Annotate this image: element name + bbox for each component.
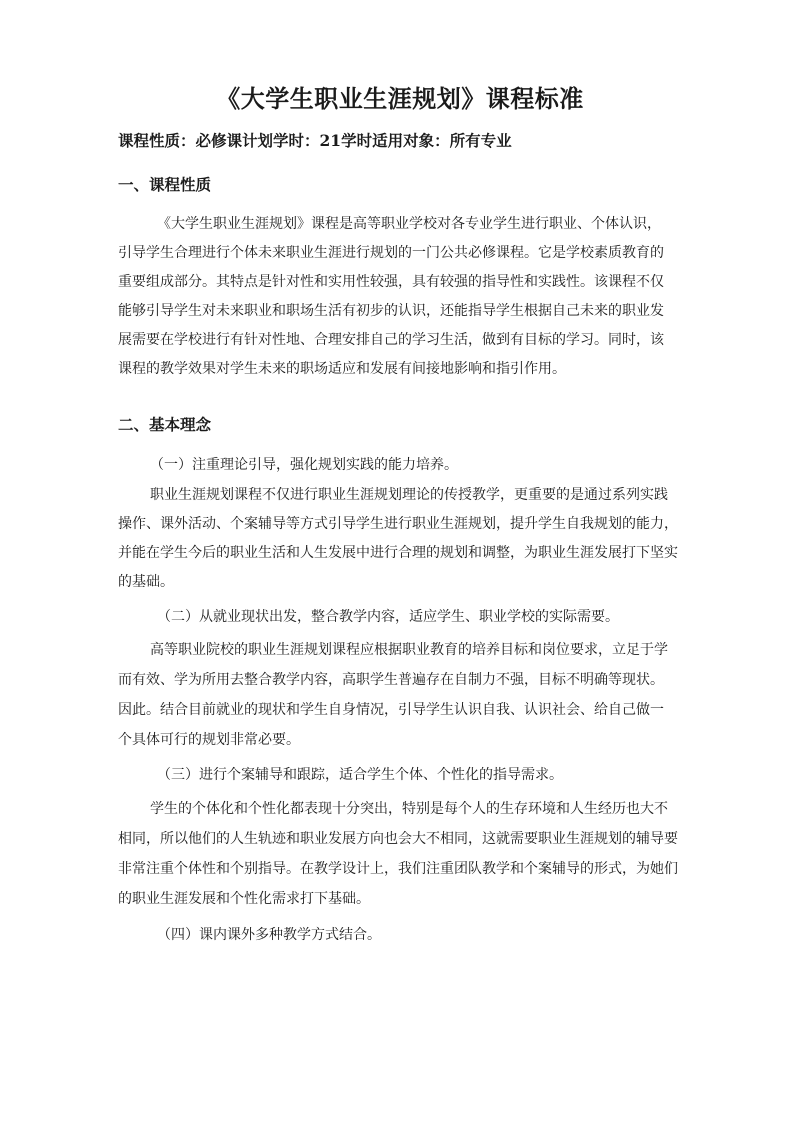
page-title: 《大学生职业生涯规划》课程标准 xyxy=(216,84,584,113)
paragraph-line: 操作、课外活动、个案辅导等方式引导学生进行职业生涯规划，提升学生自我规划的能力， xyxy=(118,516,678,532)
subsection-heading: （三）进行个案辅导和跟踪，适合学生个体、个性化的指导需求。 xyxy=(157,767,563,783)
paragraph-line: 职业生涯规划课程不仅进行职业生涯规划理论的传授教学，更重要的是通过系列实践 xyxy=(150,487,668,503)
paragraph-line: 个具体可行的规划非常必要。 xyxy=(118,732,300,748)
paragraph-line: 重要组成部分。其特点是针对性和实用性较强，具有较强的指导性和实践性。该课程不仅 xyxy=(118,274,664,290)
paragraph-line: 学生的个体化和个性化都表现十分突出，特别是每个人的生存环境和人生经历也大不 xyxy=(150,801,668,817)
subsection-heading: （四）课内课外多种教学方式结合。 xyxy=(157,927,381,943)
paragraph-line: 而有效、学为所用去整合教学内容，高职学生普遍存在自制力不强，目标不明确等现状。 xyxy=(118,672,664,688)
paragraph-line: 引导学生合理进行个体未来职业生涯进行规划的一门公共必修课程。它是学校素质教育的 xyxy=(118,245,664,261)
course-meta: 课程性质：必修课计划学时：21学时适用对象：所有专业 xyxy=(118,131,512,150)
paragraph-line: 能够引导学生对未来职业和职场生活有初步的认识，还能指导学生根据自己未来的职业发 xyxy=(118,303,664,319)
section-heading-concept: 二、基本理念 xyxy=(118,415,212,434)
paragraph-line: 并能在学生今后的职业生活和人生发展中进行合理的规划和调整，为职业生涯发展打下坚实 xyxy=(118,545,678,561)
paragraph-line: 的基础。 xyxy=(118,574,174,590)
paragraph-line: 《大学生职业生涯规划》课程是高等职业学校对各专业学生进行职业、个体认识， xyxy=(157,216,661,232)
paragraph-line: 展需要在学校进行有针对性地、合理安排自己的学习生活，做到有目标的学习。同时，该 xyxy=(118,332,664,348)
paragraph-line: 高等职业院校的职业生涯规划课程应根据职业教育的培养目标和岗位要求，立足于学 xyxy=(150,642,668,658)
paragraph-line: 相同，所以他们的人生轨迹和职业发展方向也会大不相同，这就需要职业生涯规划的辅导要 xyxy=(118,831,678,847)
paragraph-line: 的职业生涯发展和个性化需求打下基础。 xyxy=(118,891,370,907)
paragraph-line: 因此。结合目前就业的现状和学生自身情况，引导学生认识自我、认识社会、给自己做一 xyxy=(118,702,664,718)
paragraph-line: 课程的教学效果对学生未来的职场适应和发展有间接地影响和指引作用。 xyxy=(118,361,566,377)
subsection-heading: （一）注重理论引导，强化规划实践的能力培养。 xyxy=(150,457,458,473)
subsection-heading: （二）从就业现状出发，整合教学内容，适应学生、职业学校的实际需要。 xyxy=(157,609,619,625)
paragraph-line: 非常注重个体性和个别指导。在教学设计上，我们注重团队教学和个案辅导的形式，为她们 xyxy=(118,861,678,877)
section-heading-nature: 一、课程性质 xyxy=(118,175,212,194)
